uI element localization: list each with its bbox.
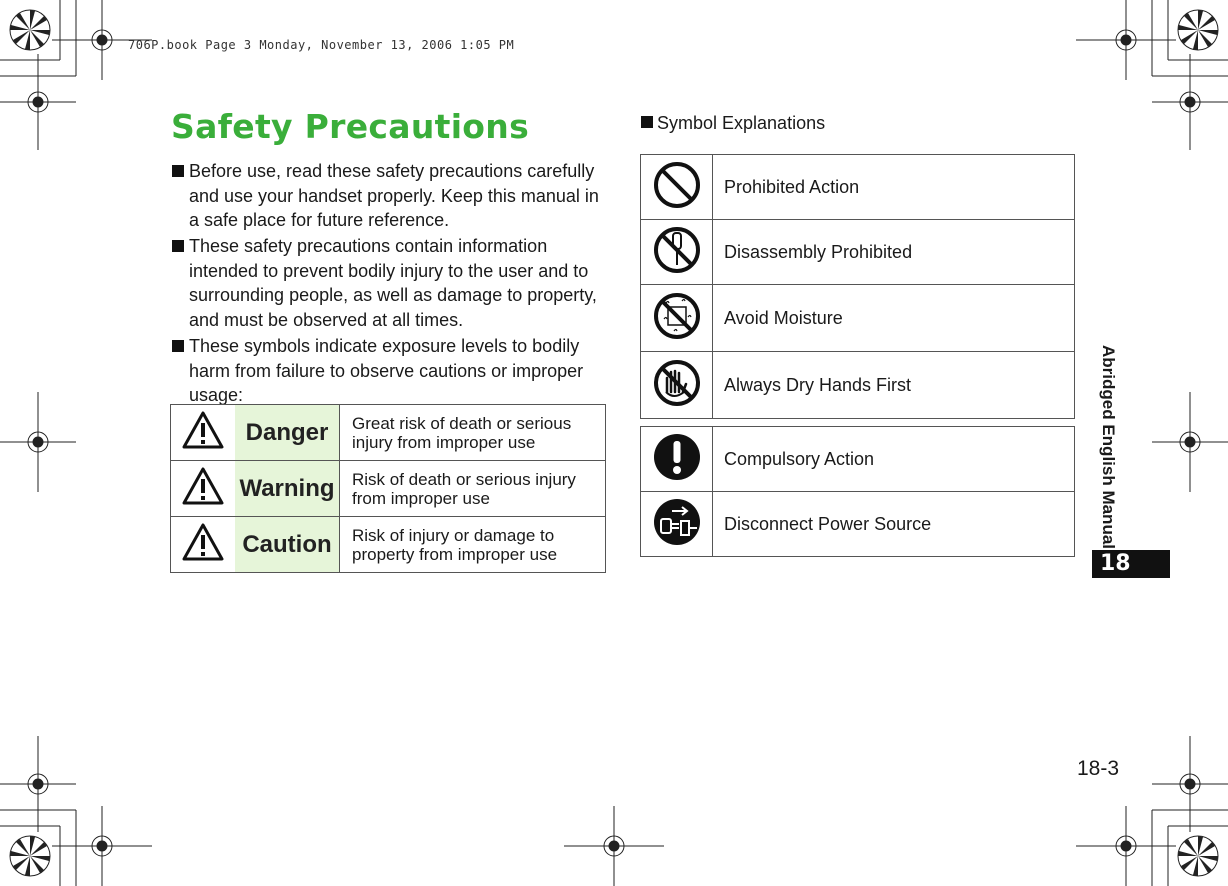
intro-paragraph-2: These safety precautions contain information intended to prevent bodily injury to the user and to surrounding people, as well as damage to property, and must be observed at all times. bbox=[172, 234, 604, 332]
unplug-icon bbox=[652, 497, 702, 547]
chapter-number-badge: 18 bbox=[1092, 550, 1170, 578]
prohibited-icon bbox=[652, 160, 702, 210]
page-number: 18-3 bbox=[1077, 757, 1120, 780]
table-row bbox=[641, 492, 1075, 557]
no-disassembly-icon bbox=[652, 225, 702, 275]
table-row bbox=[641, 155, 1075, 220]
level-desc-caution: Risk of injury or damage to property from improper use bbox=[340, 517, 606, 573]
print-header: 706P.book Page 3 Monday, November 13, 2006 1:05 PM bbox=[128, 38, 515, 52]
no-moisture-icon bbox=[652, 291, 702, 341]
warning-triangle-icon bbox=[181, 410, 225, 450]
level-desc-warning: Risk of death or serious injury from improper use bbox=[340, 461, 606, 517]
level-name-warning: Warning bbox=[235, 461, 340, 517]
level-name-danger: Danger bbox=[235, 405, 340, 461]
table-row bbox=[641, 220, 1075, 285]
symbol-label: Compulsory Action bbox=[713, 427, 1075, 492]
table-row bbox=[171, 461, 606, 517]
symbol-label: Disassembly Prohibited bbox=[713, 220, 1075, 285]
prohibition-symbols-table bbox=[640, 154, 1075, 419]
table-row bbox=[641, 352, 1075, 419]
mandatory-symbols-table bbox=[640, 426, 1075, 557]
bullet-square-icon bbox=[641, 116, 653, 128]
bullet-square-icon bbox=[172, 240, 184, 252]
page-title: Safety Precautions bbox=[171, 107, 530, 146]
symbol-explanations-heading: Symbol Explanations bbox=[641, 113, 825, 134]
table-row bbox=[641, 427, 1075, 492]
level-desc-danger: Great risk of death or serious injury from improper use bbox=[340, 405, 606, 461]
table-row bbox=[171, 517, 606, 573]
intro-paragraph-1: Before use, read these safety precautions carefully and use your handset properly. Keep this manual in a safe place for future reference. bbox=[172, 159, 604, 233]
hazard-levels-table bbox=[170, 404, 606, 573]
table-row bbox=[641, 285, 1075, 352]
exclamation-icon bbox=[652, 432, 702, 482]
level-name-caution: Caution bbox=[235, 517, 340, 573]
symbol-label: Prohibited Action bbox=[713, 155, 1075, 220]
bullet-square-icon bbox=[172, 340, 184, 352]
bullet-square-icon bbox=[172, 165, 184, 177]
intro-paragraph-3: These symbols indicate exposure levels to bodily harm from failure to observe cautions or improper usage: bbox=[172, 334, 604, 408]
symbol-label: Always Dry Hands First bbox=[713, 352, 1075, 419]
no-wet-hands-icon bbox=[652, 358, 702, 408]
warning-triangle-icon bbox=[181, 466, 225, 506]
warning-triangle-icon bbox=[181, 522, 225, 562]
symbol-label: Disconnect Power Source bbox=[713, 492, 1075, 557]
symbol-label: Avoid Moisture bbox=[713, 285, 1075, 352]
table-row bbox=[171, 405, 606, 461]
side-tab-section: Abridged English Manual bbox=[1099, 345, 1118, 550]
